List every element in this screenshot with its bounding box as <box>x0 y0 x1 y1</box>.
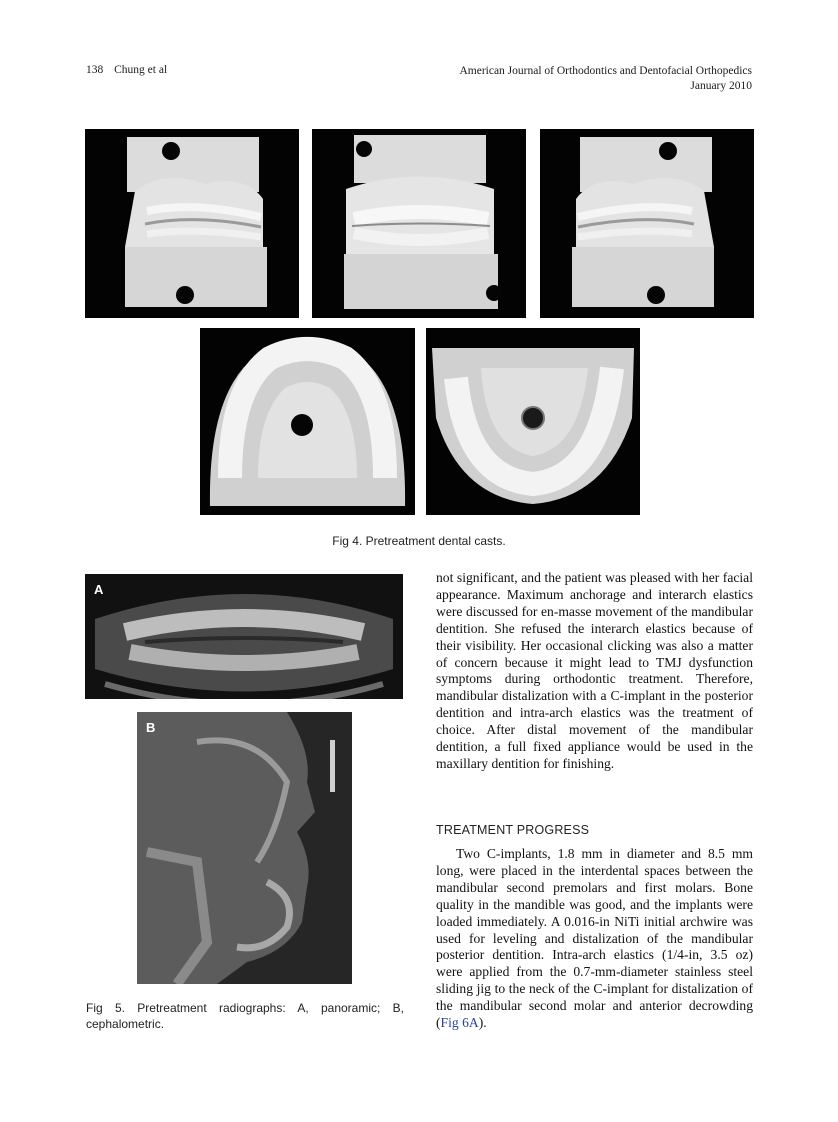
paragraph-2-end: ). <box>478 1015 487 1031</box>
body-paragraph-1 <box>436 570 753 773</box>
page-number: 138 <box>86 64 104 76</box>
journal-title: American Journal of Orthodontics and Dentofacial Orthopedics <box>459 65 752 77</box>
figure-5-caption: Fig 5. Pretreatment radiographs: A, panoramic; B, cephalometric. <box>86 1001 404 1031</box>
mandibular-occlusal-cast-photo <box>426 328 640 515</box>
panoramic-radiograph <box>85 574 403 699</box>
cephalometric-radiograph <box>137 712 352 984</box>
body-paragraph-2 <box>436 846 753 1032</box>
paragraph-text: not significant, and the patient was pleased with her facial appearance. Maximum anchorage and interarch elastics were discussed for en-masse movement of the mandibular dentition. She refused the interarch elastics because of their visibility. Her occasional clicking was also a matter of concern because it might lead to TMJ dysfunction symptoms during orthodontic treatment. Therefore, mandibular distalization with a C-implant in the posterior dentition and intra-arch elastics was the treatment of choice. After distal movement of the mandibular dentition, a full fixed appliance would be used in the maxillary dentition for finishing. <box>436 570 753 771</box>
author-names: Chung et al <box>114 64 168 76</box>
maxillary-occlusal-cast-photo <box>200 328 415 515</box>
left-lateral-cast-photo <box>540 129 754 318</box>
issue-date: January 2010 <box>690 79 752 92</box>
paragraph-text-2 <box>436 846 753 1032</box>
running-header-left <box>86 64 167 76</box>
right-lateral-cast-photo <box>85 129 299 318</box>
figure-4-caption: Fig 4. Pretreatment dental casts. <box>332 534 506 548</box>
figure-6a-link[interactable]: Fig 6A <box>440 1015 479 1031</box>
running-header-right <box>459 64 752 93</box>
frontal-cast-photo <box>312 129 526 318</box>
panel-label-a: A <box>94 582 104 597</box>
panel-label-b: B <box>146 720 156 735</box>
section-heading: TREATMENT PROGRESS <box>436 823 590 837</box>
paragraph-2-body: Two C-implants, 1.8 mm in diameter and 8.5 mm long, were placed in the interdental spaces between the mandibular second premolars and first molars. Bone quality in the mandible was good, and the implants were loaded immediately. A 0.016-in NiTi initial archwire was used for leveling and distalization of the mandibular posterior dentition. Intra-arch elastics (1/4-in, 3.5 oz) were applied from the 0.7-mm-diameter stainless steel sliding jig to the neck of the C-implant for distalization of the mandibular second molar and anterior decrowding ( <box>436 846 753 1031</box>
